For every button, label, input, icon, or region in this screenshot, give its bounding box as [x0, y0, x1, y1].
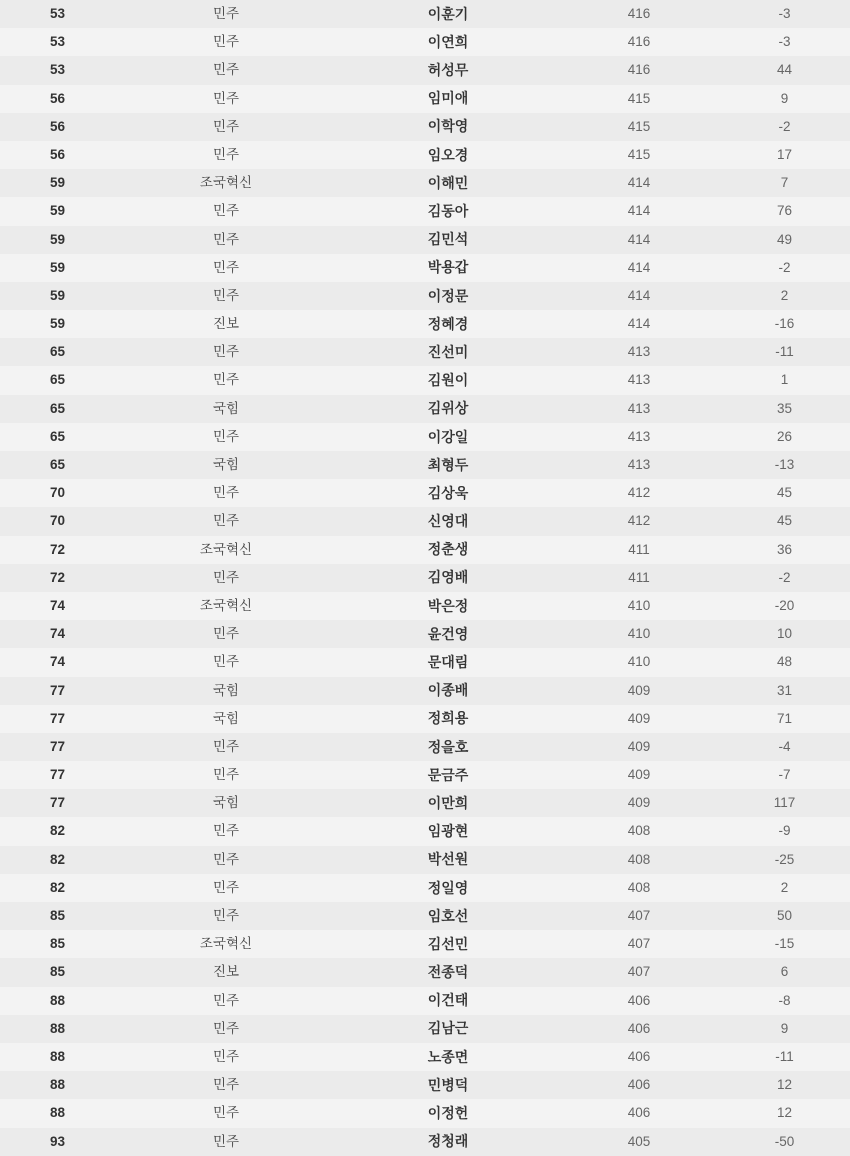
score-cell: 414 [559, 226, 719, 254]
delta-cell: -2 [719, 113, 850, 141]
party-cell: 민주 [115, 648, 337, 676]
rank-cell: 56 [0, 85, 115, 113]
party-cell: 민주 [115, 987, 337, 1015]
delta-cell: 7 [719, 169, 850, 197]
table-row[interactable] [0, 592, 850, 620]
score-cell: 409 [559, 761, 719, 789]
party-cell: 조국혁신 [115, 536, 337, 564]
party-cell: 민주 [115, 141, 337, 169]
table-row[interactable] [0, 197, 850, 225]
party-cell: 민주 [115, 338, 337, 366]
rank-cell: 88 [0, 1015, 115, 1043]
rank-cell: 72 [0, 564, 115, 592]
table-row[interactable] [0, 113, 850, 141]
name-cell: 박용갑 [337, 254, 559, 282]
rank-cell: 77 [0, 789, 115, 817]
score-cell: 416 [559, 56, 719, 84]
score-cell: 414 [559, 310, 719, 338]
score-cell: 414 [559, 254, 719, 282]
rank-cell: 70 [0, 479, 115, 507]
name-cell: 김영배 [337, 564, 559, 592]
score-cell: 407 [559, 958, 719, 986]
party-cell: 민주 [115, 1043, 337, 1071]
table-row[interactable] [0, 677, 850, 705]
table-row[interactable] [0, 620, 850, 648]
table-row[interactable] [0, 874, 850, 902]
rank-cell: 93 [0, 1128, 115, 1156]
rank-cell: 77 [0, 733, 115, 761]
rank-cell: 56 [0, 141, 115, 169]
party-cell: 민주 [115, 366, 337, 394]
delta-cell: 49 [719, 226, 850, 254]
rank-cell: 88 [0, 1099, 115, 1127]
delta-cell: 35 [719, 395, 850, 423]
name-cell: 이강일 [337, 423, 559, 451]
score-cell: 410 [559, 620, 719, 648]
delta-cell: 12 [719, 1071, 850, 1099]
party-cell: 국힘 [115, 395, 337, 423]
party-cell: 진보 [115, 958, 337, 986]
delta-cell: -16 [719, 310, 850, 338]
name-cell: 임오경 [337, 141, 559, 169]
name-cell: 정일영 [337, 874, 559, 902]
rank-cell: 59 [0, 226, 115, 254]
party-cell: 민주 [115, 85, 337, 113]
party-cell: 민주 [115, 846, 337, 874]
score-cell: 409 [559, 789, 719, 817]
score-cell: 408 [559, 874, 719, 902]
name-cell: 정희용 [337, 705, 559, 733]
table-row[interactable] [0, 395, 850, 423]
score-cell: 416 [559, 28, 719, 56]
rank-cell: 70 [0, 507, 115, 535]
name-cell: 이해민 [337, 169, 559, 197]
score-cell: 415 [559, 141, 719, 169]
score-cell: 411 [559, 536, 719, 564]
delta-cell: -3 [719, 0, 850, 28]
score-cell: 409 [559, 677, 719, 705]
delta-cell: 12 [719, 1099, 850, 1127]
table-row[interactable] [0, 536, 850, 564]
rank-cell: 65 [0, 423, 115, 451]
name-cell: 이훈기 [337, 0, 559, 28]
rank-cell: 74 [0, 620, 115, 648]
name-cell: 김민석 [337, 226, 559, 254]
table-row[interactable] [0, 987, 850, 1015]
score-cell: 406 [559, 987, 719, 1015]
score-cell: 411 [559, 564, 719, 592]
name-cell: 김선민 [337, 930, 559, 958]
name-cell: 민병덕 [337, 1071, 559, 1099]
table-row[interactable] [0, 902, 850, 930]
delta-cell: -8 [719, 987, 850, 1015]
table-row[interactable] [0, 733, 850, 761]
rank-cell: 56 [0, 113, 115, 141]
name-cell: 김원이 [337, 366, 559, 394]
score-cell: 409 [559, 733, 719, 761]
table-row[interactable] [0, 930, 850, 958]
delta-cell: 36 [719, 536, 850, 564]
party-cell: 국힘 [115, 789, 337, 817]
name-cell: 이건태 [337, 987, 559, 1015]
delta-cell: 2 [719, 874, 850, 902]
party-cell: 민주 [115, 733, 337, 761]
party-cell: 민주 [115, 761, 337, 789]
name-cell: 임호선 [337, 902, 559, 930]
table-row[interactable] [0, 254, 850, 282]
rank-cell: 65 [0, 366, 115, 394]
delta-cell: -9 [719, 817, 850, 845]
rank-cell: 59 [0, 310, 115, 338]
party-cell: 민주 [115, 197, 337, 225]
table-row[interactable] [0, 564, 850, 592]
party-cell: 조국혁신 [115, 592, 337, 620]
delta-cell: 50 [719, 902, 850, 930]
table-row[interactable] [0, 1099, 850, 1127]
name-cell: 윤건영 [337, 620, 559, 648]
score-cell: 412 [559, 479, 719, 507]
party-cell: 민주 [115, 113, 337, 141]
table-row[interactable] [0, 958, 850, 986]
delta-cell: -50 [719, 1128, 850, 1156]
rank-cell: 85 [0, 958, 115, 986]
table-row[interactable] [0, 479, 850, 507]
rank-cell: 88 [0, 987, 115, 1015]
score-cell: 413 [559, 338, 719, 366]
table-row[interactable] [0, 507, 850, 535]
delta-cell: -11 [719, 338, 850, 366]
delta-cell: 9 [719, 1015, 850, 1043]
table-row[interactable] [0, 846, 850, 874]
rank-cell: 77 [0, 705, 115, 733]
score-cell: 413 [559, 366, 719, 394]
rank-cell: 82 [0, 874, 115, 902]
delta-cell: 2 [719, 282, 850, 310]
delta-cell: 26 [719, 423, 850, 451]
table-row[interactable] [0, 141, 850, 169]
delta-cell: 45 [719, 507, 850, 535]
table-row[interactable] [0, 85, 850, 113]
rank-cell: 82 [0, 817, 115, 845]
party-cell: 국힘 [115, 705, 337, 733]
party-cell: 민주 [115, 226, 337, 254]
delta-cell: -11 [719, 1043, 850, 1071]
party-cell: 민주 [115, 620, 337, 648]
delta-cell: 1 [719, 366, 850, 394]
delta-cell: -7 [719, 761, 850, 789]
party-cell: 민주 [115, 817, 337, 845]
party-cell: 민주 [115, 423, 337, 451]
delta-cell: -2 [719, 564, 850, 592]
name-cell: 박선원 [337, 846, 559, 874]
score-cell: 408 [559, 817, 719, 845]
rank-cell: 59 [0, 282, 115, 310]
score-cell: 410 [559, 648, 719, 676]
table-row[interactable] [0, 761, 850, 789]
score-cell: 406 [559, 1099, 719, 1127]
rank-cell: 65 [0, 338, 115, 366]
name-cell: 진선미 [337, 338, 559, 366]
rank-cell: 85 [0, 902, 115, 930]
rank-cell: 85 [0, 930, 115, 958]
delta-cell: 44 [719, 56, 850, 84]
rank-cell: 88 [0, 1043, 115, 1071]
name-cell: 신영대 [337, 507, 559, 535]
rank-cell: 88 [0, 1071, 115, 1099]
rank-cell: 65 [0, 395, 115, 423]
party-cell: 민주 [115, 564, 337, 592]
rank-cell: 77 [0, 677, 115, 705]
score-cell: 410 [559, 592, 719, 620]
party-cell: 국힘 [115, 677, 337, 705]
table-row[interactable] [0, 789, 850, 817]
rank-cell: 74 [0, 648, 115, 676]
score-cell: 414 [559, 169, 719, 197]
delta-cell: -20 [719, 592, 850, 620]
rank-cell: 59 [0, 197, 115, 225]
delta-cell: -3 [719, 28, 850, 56]
rank-cell: 72 [0, 536, 115, 564]
score-cell: 406 [559, 1043, 719, 1071]
party-cell: 민주 [115, 1128, 337, 1156]
party-cell: 민주 [115, 0, 337, 28]
rank-cell: 65 [0, 451, 115, 479]
table-row[interactable] [0, 282, 850, 310]
rank-cell: 59 [0, 169, 115, 197]
name-cell: 임미애 [337, 85, 559, 113]
rank-cell: 53 [0, 28, 115, 56]
score-cell: 412 [559, 507, 719, 535]
name-cell: 이정문 [337, 282, 559, 310]
score-cell: 406 [559, 1071, 719, 1099]
name-cell: 김남근 [337, 1015, 559, 1043]
name-cell: 문대림 [337, 648, 559, 676]
name-cell: 노종면 [337, 1043, 559, 1071]
table-row[interactable] [0, 310, 850, 338]
party-cell: 민주 [115, 1071, 337, 1099]
name-cell: 문금주 [337, 761, 559, 789]
table-row[interactable] [0, 169, 850, 197]
name-cell: 정을호 [337, 733, 559, 761]
rank-cell: 82 [0, 846, 115, 874]
name-cell: 정혜경 [337, 310, 559, 338]
score-cell: 415 [559, 113, 719, 141]
party-cell: 민주 [115, 507, 337, 535]
score-cell: 415 [559, 85, 719, 113]
delta-cell: 9 [719, 85, 850, 113]
name-cell: 김상욱 [337, 479, 559, 507]
delta-cell: -13 [719, 451, 850, 479]
party-cell: 민주 [115, 479, 337, 507]
table-row[interactable] [0, 1043, 850, 1071]
party-cell: 국힘 [115, 451, 337, 479]
party-cell: 민주 [115, 254, 337, 282]
party-cell: 민주 [115, 282, 337, 310]
table-row[interactable] [0, 226, 850, 254]
delta-cell: 31 [719, 677, 850, 705]
score-cell: 413 [559, 451, 719, 479]
rank-cell: 53 [0, 0, 115, 28]
rank-cell: 77 [0, 761, 115, 789]
name-cell: 허성무 [337, 56, 559, 84]
name-cell: 임광현 [337, 817, 559, 845]
delta-cell: -4 [719, 733, 850, 761]
table-row[interactable] [0, 1071, 850, 1099]
party-cell: 민주 [115, 56, 337, 84]
name-cell: 정청래 [337, 1128, 559, 1156]
name-cell: 정춘생 [337, 536, 559, 564]
table-row[interactable] [0, 56, 850, 84]
rank-cell: 74 [0, 592, 115, 620]
name-cell: 이만희 [337, 789, 559, 817]
score-cell: 413 [559, 395, 719, 423]
party-cell: 민주 [115, 1015, 337, 1043]
party-cell: 민주 [115, 28, 337, 56]
table-row[interactable] [0, 338, 850, 366]
table-row[interactable] [0, 366, 850, 394]
name-cell: 이종배 [337, 677, 559, 705]
score-cell: 405 [559, 1128, 719, 1156]
rank-cell: 59 [0, 254, 115, 282]
party-cell: 민주 [115, 902, 337, 930]
party-cell: 진보 [115, 310, 337, 338]
name-cell: 박은정 [337, 592, 559, 620]
party-cell: 조국혁신 [115, 169, 337, 197]
party-cell: 민주 [115, 1099, 337, 1127]
score-cell: 408 [559, 846, 719, 874]
delta-cell: 71 [719, 705, 850, 733]
score-cell: 416 [559, 0, 719, 28]
name-cell: 전종덕 [337, 958, 559, 986]
score-cell: 414 [559, 197, 719, 225]
delta-cell: 6 [719, 958, 850, 986]
table-row[interactable] [0, 0, 850, 28]
name-cell: 김위상 [337, 395, 559, 423]
score-cell: 414 [559, 282, 719, 310]
table-row[interactable] [0, 817, 850, 845]
name-cell: 최형두 [337, 451, 559, 479]
table-row[interactable] [0, 1015, 850, 1043]
score-cell: 407 [559, 902, 719, 930]
table-row[interactable] [0, 705, 850, 733]
rank-cell: 53 [0, 56, 115, 84]
table-row[interactable] [0, 451, 850, 479]
delta-cell: 48 [719, 648, 850, 676]
delta-cell: -15 [719, 930, 850, 958]
delta-cell: 76 [719, 197, 850, 225]
delta-cell: 45 [719, 479, 850, 507]
table-row[interactable] [0, 28, 850, 56]
party-cell: 민주 [115, 874, 337, 902]
table-row[interactable] [0, 648, 850, 676]
table-row[interactable] [0, 423, 850, 451]
name-cell: 이연희 [337, 28, 559, 56]
delta-cell: 117 [719, 789, 850, 817]
party-cell: 조국혁신 [115, 930, 337, 958]
name-cell: 김동아 [337, 197, 559, 225]
delta-cell: 17 [719, 141, 850, 169]
score-cell: 407 [559, 930, 719, 958]
delta-cell: 10 [719, 620, 850, 648]
delta-cell: -25 [719, 846, 850, 874]
table-row[interactable] [0, 1128, 850, 1156]
score-cell: 413 [559, 423, 719, 451]
delta-cell: -2 [719, 254, 850, 282]
name-cell: 이학영 [337, 113, 559, 141]
score-cell: 406 [559, 1015, 719, 1043]
name-cell: 이정헌 [337, 1099, 559, 1127]
score-cell: 409 [559, 705, 719, 733]
